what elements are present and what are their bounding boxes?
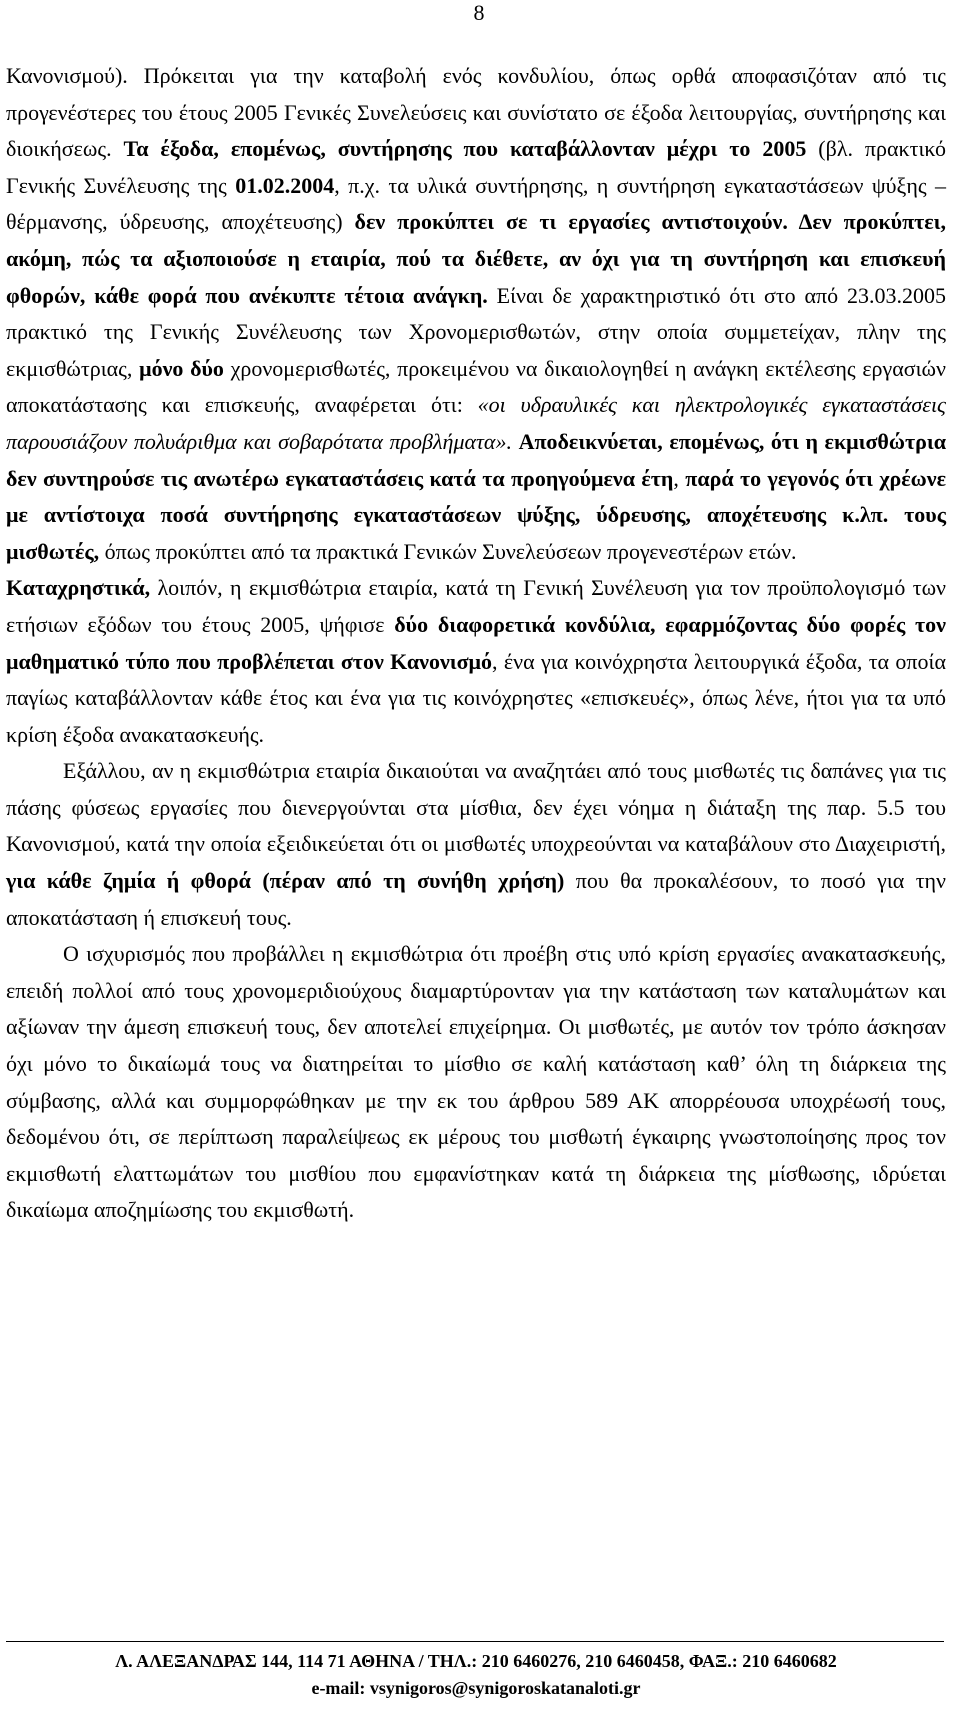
text-run: (βλ. πρακτικό Γενικής Συνέλευσης της bbox=[6, 136, 946, 198]
text-run: Εξάλλου, αν η εκμισθώτρια εταιρία δικαιούται να αναζητάει από τους μισθωτές τις δαπάνες για τις πάσης φύσεως εργασίες που διενεργούνται στα μίσθια, δεν έχει νόημα η διάταξη της παρ. 5.5 του Κανονισμού, κατά την οποία εξειδικεύεται ότι οι μισθωτές υποχρεούνται να καταβάλουν στο Διαχειριστή, bbox=[6, 758, 946, 857]
text-run: Πρόκειται για την καταβολή ενός κονδυλίου, όπως ορθά αποφασιζόταν από τις προγενέστερες του έτους 2005 Γενικές Συνελεύσεις και συνίστατο σε έξοδα λειτουργίας, συντήρησης και διοικήσεως. bbox=[6, 63, 946, 162]
paragraph-1 bbox=[6, 58, 946, 570]
paragraph-4: Ο ισχυρισμός που προβάλλει η εκμισθώτρια ότι προέβη στις υπό κρίση εργασίες ανακατασκευής, επειδή πολλοί από τους χρονομεριδιούχους διαμαρτύρονταν για την κατάσταση των καταλυμάτων και αξίωναν την άμεση επισκευή τους, δεν αποτελεί επιχείρημα. Οι μισθωτές, με αυτόν τον τρόπο άσκησαν όχι μόνο το δικαίωμά τους να διατηρείται το μίσθιο σε καλή κατάσταση καθ’ όλη τη διάρκεια της σύμβασης, αλλά και συμμορφώθηκαν με την εκ του άρθρου 589 ΑΚ απορρέουσα υποχρέωσή τους, δεδομένου ότι, σε περίπτωση παραλείψεως εκ μέρους του μισθωτή έγκαιρης γνωστοποίησης προς τον εκμισθωτή ελαττωμάτων του μισθίου που εμφανίστηκαν κατά τη διάρκεια της μίσθωσης, ιδρύεται δικαίωμα αποζημίωσης του εκμισθωτή. bbox=[6, 941, 946, 1223]
footer-rule bbox=[6, 1641, 944, 1642]
text-run: χρονομερισθωτές, προκειμένου να δικαιολογηθεί η ανάγκη εκτέλεσης εργασιών αποκατάστασης και επισκευής, αναφέρεται ότι: bbox=[6, 355, 946, 418]
bold-run: μόνο δύο bbox=[139, 355, 224, 381]
bold-run: 01.02.2004 bbox=[235, 172, 335, 198]
bold-run: Τα έξοδα, επομένως, συντήρησης που καταβάλλονταν μέχρι το 2005 bbox=[123, 136, 807, 162]
page-number: 8 bbox=[473, 0, 485, 25]
bold-run: Αποδεικνύεται, επομένως, ότι η εκμισθώτρια δεν συντηρούσε τις ανωτέρω εγκαταστάσεις κατά τα προηγούμενα έτη bbox=[6, 428, 947, 491]
bold-run: για κάθε ζημία ή φθορά (πέραν από τη συνήθη χρήση) bbox=[6, 868, 565, 894]
paragraph-2 bbox=[6, 570, 946, 753]
bold-run: παρά το γεγονός ότι χρέωνε με αντίστοιχα ποσά συντήρησης εγκαταστάσεων ψύξης, ύδρευσης, αποχέτευσης κ.λπ. τους μισθωτές, bbox=[6, 465, 946, 564]
footer-email: e-mail: vsynigoros@synigoroskatanaloti.gr bbox=[311, 1678, 641, 1698]
text-run: των Χρονομερισθωτών, στην οποία συμμετείχαν, πλην της εκμισθώτριας, bbox=[6, 319, 946, 381]
text-run: , bbox=[673, 465, 686, 491]
text-run: όπως προκύπτει από τα πρακτικά Γενικών Συνελεύσεων προγενεστέρων ετών. bbox=[99, 538, 797, 564]
text-run: Είναι δε χαρακτηριστικό ότι στο από 23.03.2005 πρακτικό της Γενικής Συνέλευσης bbox=[6, 282, 946, 345]
bold-run: Καταχρηστικά, bbox=[6, 575, 151, 601]
bold-run: δύο διαφορετικά κονδύλια, εφαρμόζοντας δύο φορές τον μαθηματικό τύπο που προβλέπεται στον Κανονισμό bbox=[6, 611, 946, 674]
text-run: , ένα για κοινόχρηστα λειτουργικά έξοδα, τα οποία παγίως καταβάλλονταν κάθε έτος και ένα για τις κοινόχρηστες «επισκευές», όπως λένε, ήτοι για τα υπό κρίση έξοδα ανακατασκευής. bbox=[6, 648, 946, 747]
text-run bbox=[512, 429, 519, 454]
bold-run: δεν προκύπτει σε τι εργασίες αντιστοιχούν. Δεν προκύπτει, ακόμη, πώς τα αξιοποιούσε η εταιρία, πού τα διέθετε, αν όχι για τη συντήρηση και επισκευή φθορών, κάθε φορά που ανέκυπτε τέτοια ανάγκη. bbox=[6, 209, 946, 308]
text-run: , π.χ. τα υλικά συντήρησης, η συντήρηση εγκαταστάσεων ψύξης – θέρμανσης, ύδρευσης, αποχέτευσης) bbox=[6, 172, 946, 235]
document-body bbox=[6, 58, 946, 1229]
text-run: που θα προκαλέσουν, το ποσό για την αποκατάσταση ή επισκευή τους. bbox=[6, 868, 946, 930]
footer-address: Λ. ΑΛΕΞΑΝΔΡΑΣ 144, 114 71 ΑΘΗΝΑ / ΤΗΛ.: 210 6460276, 210 6460458, ΦΑΞ.: 210 6460682 bbox=[115, 1651, 837, 1671]
text-run: Κανονισμού). bbox=[6, 63, 144, 88]
text-run: λοιπόν, η εκμισθώτρια εταιρία, κατά τη Γενική Συνέλευση για τον προϋπολογισμό των ετήσιων εξόδων του έτους 2005, ψήφισε bbox=[6, 575, 946, 637]
italic-quote: «οι υδραυλικές και ηλεκτρολογικές εγκαταστάσεις παρουσιάζουν πολυάριθμα και σοβαρότατα προβλήματα». bbox=[6, 392, 946, 454]
paragraph-3 bbox=[6, 753, 946, 936]
